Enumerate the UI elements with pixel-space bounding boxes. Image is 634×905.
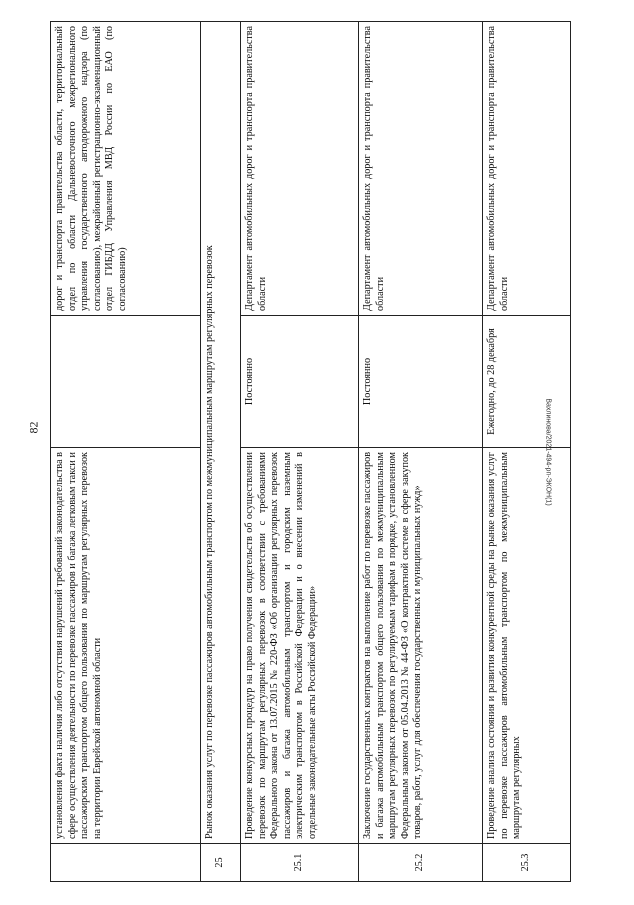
measure-cell: установления факта наличия либо отсутствия нарушений требований законодательства в сфере осуществления деятельности по перевозке пассажиров и багажа легковым такси и пассажирским транспортом общего пользования по маршрутам регулярных перевозок на территории Еврейской автономной области <box>51 448 201 844</box>
deadline-cell: Постоянно <box>241 316 359 448</box>
responsible-cell: дорог и транспорта правительства области, территориальный отдел по области Дальневосточного межрегионального управления государственного автодорожного надзора (по согласованию), межрайонный регистрационно-экзаменационный отдел ГИБДД Управления МВД России по ЕАО (по согласованию) <box>51 22 201 316</box>
page-number: 82 <box>26 421 41 434</box>
measures-table-wrapper <box>50 22 570 882</box>
measure-cell: Заключение государственных контрактов на выполнение работ по перевозке пассажиров и багажа автомобильным транспортом общего пользования по межмуниципальным маршрутам регулярных перевозок по регулируемым тарифам в порядке, установленном Федеральным законом от 05.04.2013 № 44-ФЗ «О контрактной системе в сфере закупок товаров, работ, услуг для обеспечения государственных и муниципальных нужд» <box>359 448 483 844</box>
deadline-cell <box>51 316 201 448</box>
row-number: 25 <box>201 844 241 882</box>
responsible-cell: Департамент автомобильных дорог и транспорта правительства области <box>359 22 483 316</box>
measure-cell: Проведение конкурсных процедур на право получения свидетельств об осуществлении перевозок по маршрутам регулярных перевозок в соответствии с требованиями Федерального закона от 13.07.2015 № 220-ФЗ «Об организации регулярных перевозок пассажиров и багажа автомобильным транспортом и городским наземным электрическим транспортом в Российской Федерации и о внесении изменений в отдельные законодательные акты Российской Федерации» <box>241 448 359 844</box>
section-heading: Рынок оказания услуг по перевозке пассажиров автомобильным транспортом по межмуниципальным маршрутам регулярных перевозок <box>201 22 241 844</box>
document-code: Вахлинова/2021-494-рп-ЭКОН(1) <box>544 398 552 506</box>
row-number: 25.3 <box>483 844 571 882</box>
row-number: 25.1 <box>241 844 359 882</box>
table-row <box>359 22 483 882</box>
deadline-cell: Постоянно <box>359 316 483 448</box>
section-row <box>201 22 241 882</box>
table-row <box>241 22 359 882</box>
table-row <box>483 22 571 882</box>
measures-table <box>50 21 571 882</box>
responsible-cell: Департамент автомобильных дорог и транспорта правительства области <box>241 22 359 316</box>
table-row <box>51 22 201 882</box>
responsible-cell: Департамент автомобильных дорог и транспорта правительства области <box>483 22 571 316</box>
row-number: 25.2 <box>359 844 483 882</box>
deadline-cell: Ежегодно, до 28 декабря <box>483 316 571 448</box>
rotated-page <box>50 22 570 882</box>
row-number <box>51 844 201 882</box>
measure-cell: Проведение анализа состояния и развития конкурентной среды на рынке оказания услуг по перевозке пассажиров автомобильным транспортом по межмуниципальным маршрутам регулярных <box>483 448 571 844</box>
